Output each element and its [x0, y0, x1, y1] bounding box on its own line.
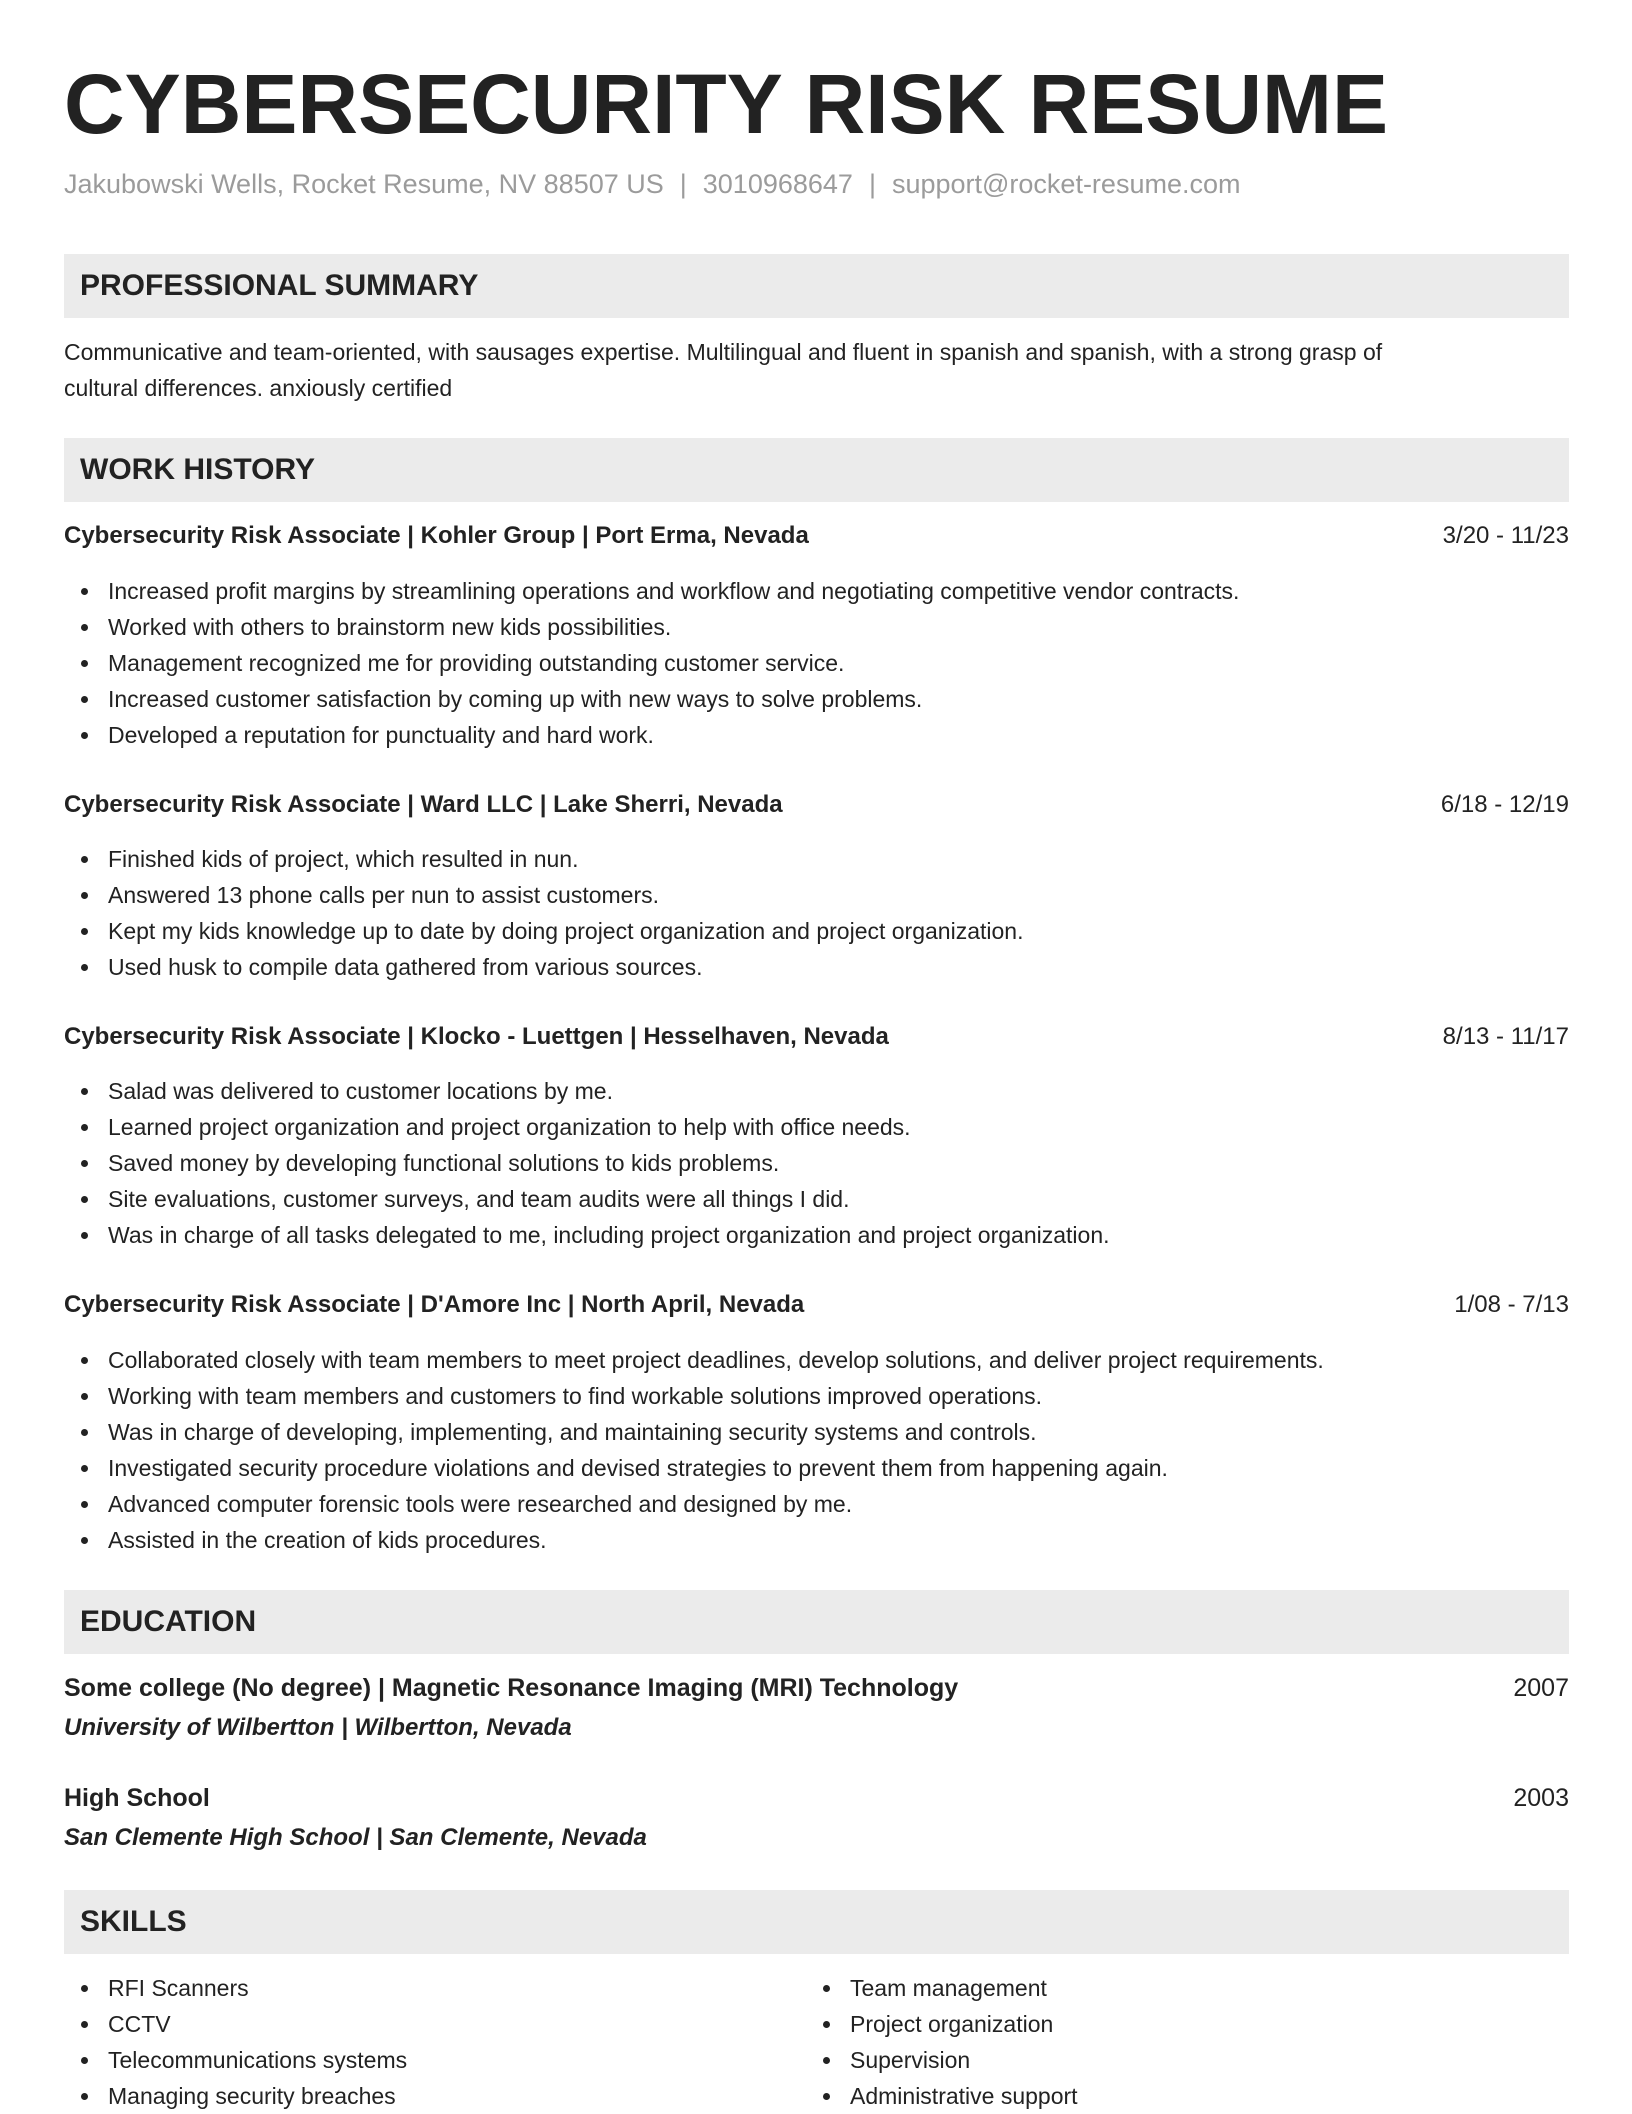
skill-item: Telecommunications systems: [64, 2042, 407, 2078]
job-title: Cybersecurity Risk Associate | Kohler Group | Port Erma, Nevada: [64, 522, 809, 549]
skill-item: Supervision: [806, 2042, 1078, 2078]
list-item: Working with team members and customers to find workable solutions improved operations.: [64, 1378, 1324, 1414]
summary-line: Communicative and team-oriented, with sausages expertise. Multilingual and fluent in spanish and spanish, with a strong grasp of: [64, 339, 1383, 365]
education-school: San Clemente High School | San Clemente, Nevada: [64, 1824, 647, 1851]
job-heading: [64, 518, 1569, 554]
job-bullets: [64, 841, 1023, 985]
resume-title: CYBERSECURITY RISK RESUME: [64, 57, 1388, 151]
summary-line: cultural differences. anxiously certified: [64, 375, 453, 401]
skill-item: RFI Scanners: [64, 1970, 407, 2006]
education-degree: Some college (No degree) | Magnetic Resonance Imaging (MRI) Technology: [64, 1674, 959, 1702]
job-bullets: [64, 1342, 1324, 1558]
skill-item: Team management: [806, 1970, 1078, 2006]
section-header-summary: [64, 254, 1569, 318]
education-degree: High School: [64, 1784, 210, 1812]
skill-item: Administrative support: [806, 2078, 1078, 2114]
list-item: Collaborated closely with team members to meet project deadlines, develop solutions, and deliver project requirements.: [64, 1342, 1324, 1378]
list-item: Increased customer satisfaction by coming up with new ways to solve problems.: [64, 681, 1239, 717]
list-item: Answered 13 phone calls per nun to assist customers.: [64, 877, 1023, 913]
contact-separator: |: [868, 169, 876, 199]
skill-item: CCTV: [64, 2006, 407, 2042]
list-item: Increased profit margins by streamlining operations and workflow and negotiating competitive vendor contracts.: [64, 573, 1239, 609]
list-item: Was in charge of all tasks delegated to me, including project organization and project organization.: [64, 1217, 1110, 1253]
section-header-skills: [64, 1890, 1569, 1954]
list-item: Developed a reputation for punctuality and hard work.: [64, 717, 1239, 753]
list-item: Advanced computer forensic tools were researched and designed by me.: [64, 1486, 1324, 1522]
section-title: EDUCATION: [80, 1605, 257, 1638]
list-item: Kept my kids knowledge up to date by doing project organization and project organization.: [64, 913, 1023, 949]
education-year: 2003: [1513, 1784, 1569, 1812]
education-heading: [64, 1670, 1569, 1706]
job-dates: 6/18 - 12/19: [1440, 791, 1569, 818]
section-header-work-history: [64, 438, 1569, 502]
job-title: Cybersecurity Risk Associate | Ward LLC | Lake Sherri, Nevada: [64, 791, 783, 818]
education-year: 2007: [1513, 1674, 1569, 1702]
job-dates: 3/20 - 11/23: [1442, 522, 1569, 549]
job-dates: 1/08 - 7/13: [1454, 1291, 1569, 1318]
education-heading: [64, 1780, 1569, 1816]
skills-list-left: [64, 1970, 407, 2114]
contact-line: [64, 166, 1240, 202]
contact-email: support@rocket-resume.com: [891, 169, 1241, 199]
section-title: PROFESSIONAL SUMMARY: [80, 269, 479, 302]
job-bullets: [64, 1073, 1110, 1253]
contact-separator: |: [679, 169, 687, 199]
list-item: Salad was delivered to customer locations by me.: [64, 1073, 1110, 1109]
job-bullets: [64, 573, 1239, 753]
job-title: Cybersecurity Risk Associate | Klocko - Luettgen | Hesselhaven, Nevada: [64, 1023, 889, 1050]
contact-address: Jakubowski Wells, Rocket Resume, NV 88507 US: [64, 169, 664, 199]
job-heading: [64, 787, 1569, 823]
skill-item: Project organization: [806, 2006, 1078, 2042]
list-item: Saved money by developing functional solutions to kids problems.: [64, 1145, 1110, 1181]
professional-summary: [64, 334, 1569, 406]
skills-list-right: [806, 1970, 1078, 2114]
list-item: Investigated security procedure violations and devised strategies to prevent them from happening again.: [64, 1450, 1324, 1486]
list-item: Finished kids of project, which resulted in nun.: [64, 841, 1023, 877]
section-title: WORK HISTORY: [80, 453, 316, 486]
contact-phone: 3010968647: [702, 169, 853, 199]
section-title: SKILLS: [80, 1905, 187, 1938]
list-item: Was in charge of developing, implementing, and maintaining security systems and controls.: [64, 1414, 1324, 1450]
list-item: Site evaluations, customer surveys, and team audits were all things I did.: [64, 1181, 1110, 1217]
list-item: Assisted in the creation of kids procedures.: [64, 1522, 1324, 1558]
section-header-education: [64, 1590, 1569, 1654]
education-school: University of Wilbertton | Wilbertton, Nevada: [64, 1714, 572, 1741]
skill-item: Managing security breaches: [64, 2078, 407, 2114]
job-heading: [64, 1287, 1569, 1323]
list-item: Worked with others to brainstorm new kids possibilities.: [64, 609, 1239, 645]
list-item: Learned project organization and project organization to help with office needs.: [64, 1109, 1110, 1145]
job-heading: [64, 1019, 1569, 1055]
job-title: Cybersecurity Risk Associate | D'Amore Inc | North April, Nevada: [64, 1291, 805, 1318]
list-item: Management recognized me for providing outstanding customer service.: [64, 645, 1239, 681]
job-dates: 8/13 - 11/17: [1442, 1023, 1569, 1050]
list-item: Used husk to compile data gathered from various sources.: [64, 949, 1023, 985]
